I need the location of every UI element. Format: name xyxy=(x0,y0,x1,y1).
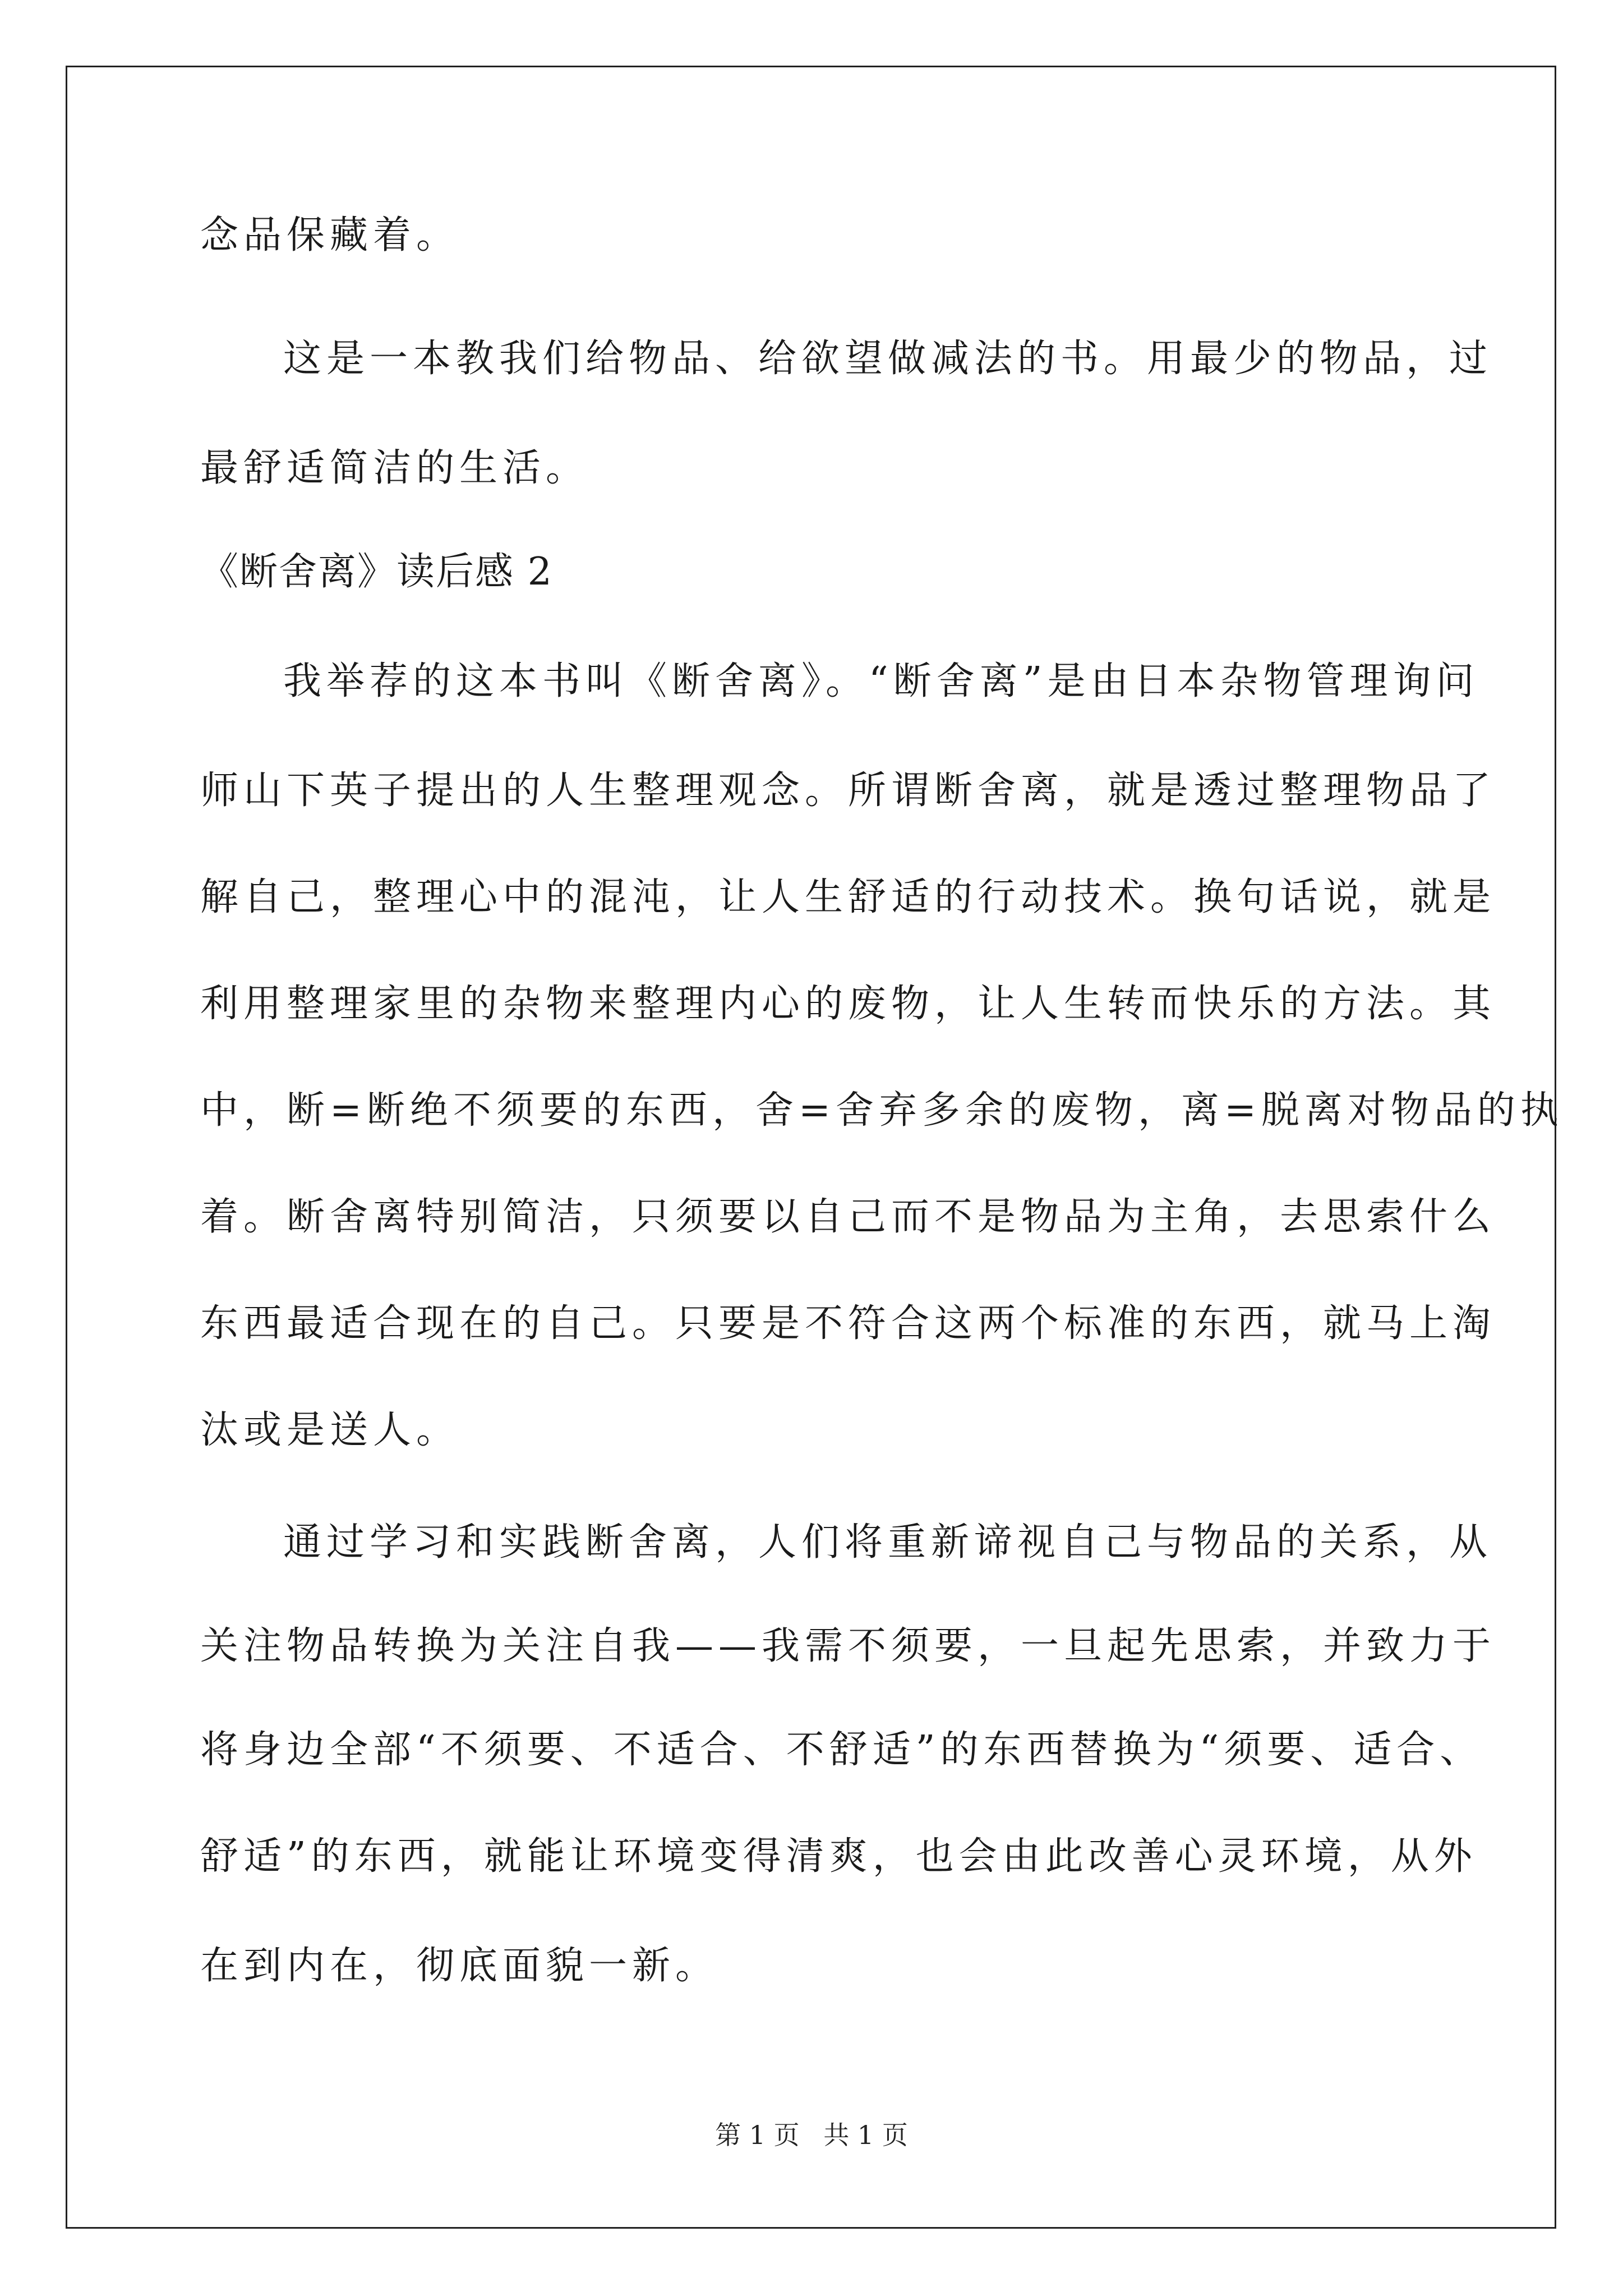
text-line: 师山下英子提出的人生整理观念。所谓断舍离，就是透过整理物品了 xyxy=(200,769,1496,813)
page-border xyxy=(66,66,1556,2229)
paragraph-start: 我举荐的这本书叫《断舍离》。“断舍离”是由日本杂物管理询问 xyxy=(283,659,1479,703)
text-line: 利用整理家里的杂物来整理内心的废物，让人生转而快乐的方法。其 xyxy=(200,982,1496,1026)
text-line: 舒适”的东西，就能让环境变得清爽，也会由此改善心灵环境，从外 xyxy=(200,1834,1477,1879)
text-line: 汰或是送人。 xyxy=(200,1408,460,1452)
text-line: 中，断=断绝不须要的东西，舍=舍弃多余的废物，离=脱离对物品的执 xyxy=(200,1088,1564,1133)
text-line: 关注物品转换为关注自我——我需不须要，一旦起先思索，并致力于 xyxy=(200,1624,1496,1668)
page-number: 第 1 页 xyxy=(715,2120,800,2150)
text-line: 在到内在，彻底面貌一新。 xyxy=(200,1944,719,1988)
page-footer xyxy=(0,2115,1623,2152)
section-heading: 《断舍离》读后感 2 xyxy=(200,550,553,594)
text-line: 最舒适简洁的生活。 xyxy=(200,446,589,490)
page-count: 共 1 页 xyxy=(823,2120,908,2150)
text-line: 念品保藏着。 xyxy=(200,213,460,257)
paragraph-start: 通过学习和实践断舍离，人们将重新谛视自己与物品的关系，从 xyxy=(283,1520,1493,1565)
text-line: 解自己，整理心中的混沌，让人生舒适的行动技术。换句话说，就是 xyxy=(200,875,1496,919)
text-line: 着。断舍离特别简洁，只须要以自己而不是物品为主角，去思索什么 xyxy=(200,1195,1496,1239)
paragraph-start: 这是一本教我们给物品、给欲望做减法的书。用最少的物品，过 xyxy=(283,337,1493,381)
text-line: 将身边全部“不须要、不适合、不舒适”的东西替换为“须要、适合、 xyxy=(200,1728,1483,1772)
text-line: 东西最适合现在的自己。只要是不符合这两个标准的东西，就马上淘 xyxy=(200,1301,1496,1346)
